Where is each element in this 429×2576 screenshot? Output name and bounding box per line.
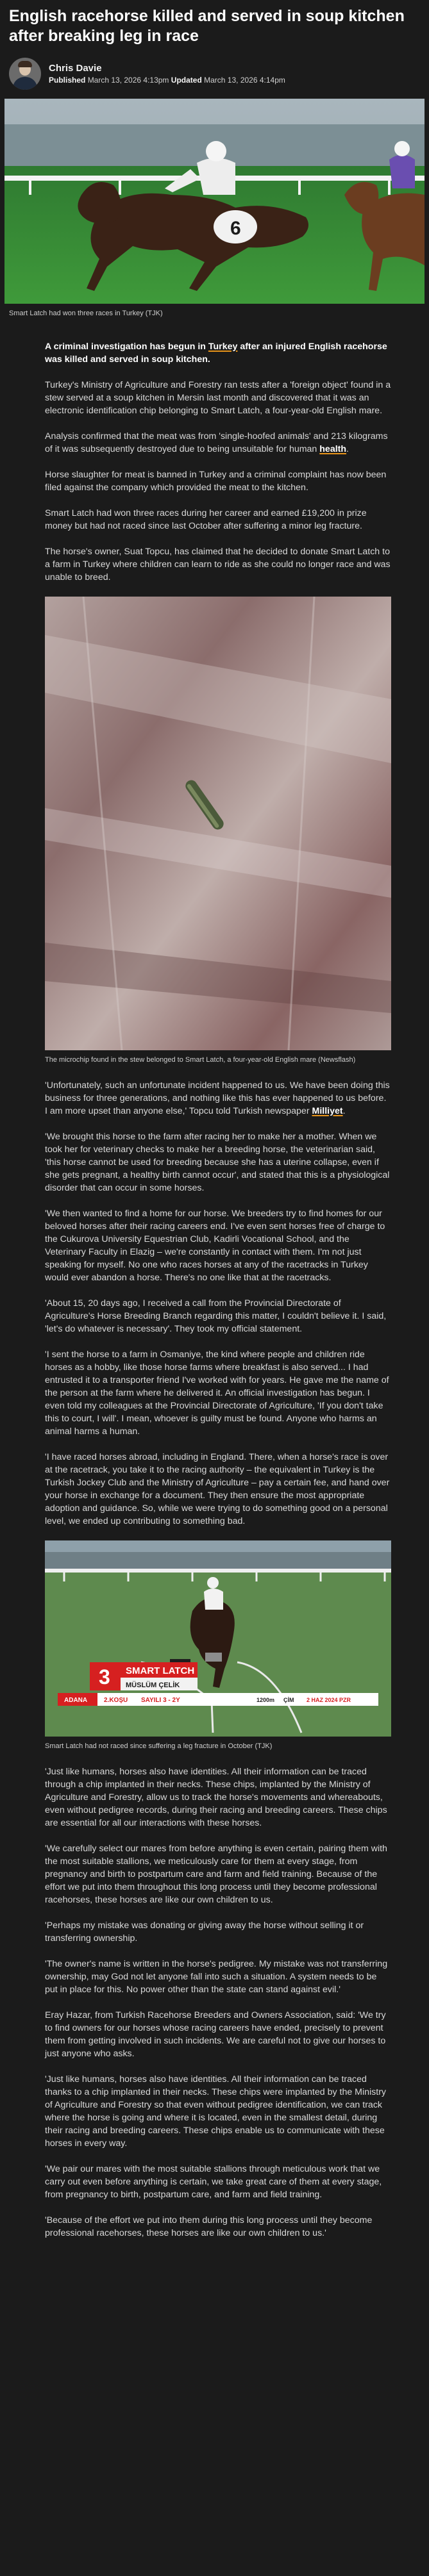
race-broadcast-photo (45, 1540, 391, 1737)
lead-text-2: after an injured English racehorse was killed and served in soup kitchen. (45, 342, 387, 365)
race-overlay-race: 2.KOŞU (104, 1697, 128, 1704)
race-image (45, 1540, 391, 1737)
milliyet-link[interactable]: Milliyet (312, 1106, 343, 1116)
quote-2: 'We brought this horse to the farm after racing her to make her a mother. When we took her for veterinary checks to make her a breeding horse, the veterinarian said, 'this horse cannot be used for breeding because she has a uterine collapse, even if she gets pregnant, a healthy birth cannot occur', and stated that this is a physiological disorder that can occur in some horses. (45, 1132, 390, 1193)
quote-5: 'I sent the horse to a farm in Osmaniye, the kind where people and children ride horses as a hobby, like those horse farms where breakfast is also served... I had entrusted it to a transporter friend I've worked with for years. He gave me the name of the person at the farm where he delivered it. An official investigation has begun. I even told my colleagues at the Provincial Directorate of Agriculture, 'If you don't take this to court, I will'. I mean, whoever is guilty must be found. Anyone who harms an animal harms a human. (45, 1350, 389, 1437)
published-date: March 13, 2026 4:13pm (87, 76, 169, 85)
quote-1-text: 'Unfortunately, such an unfortunate incident happened to us. We have been doing this business for three generations, and nothing like this has ever happened to us before. I am more upset than anyone else,' Topcu told Turkish newspaper (45, 1080, 390, 1116)
quote-1 (45, 1079, 391, 1118)
author-avatar[interactable] (9, 58, 41, 90)
quote-1-end: . (342, 1106, 346, 1116)
racehorse-photo (4, 99, 425, 304)
race-overlay-date: 2 HAZ 2024 PZR (307, 1697, 351, 1703)
microchip-caption: The microchip found in the stew belonged to Smart Latch, a four-year-old English mare (Newsflash) (45, 1056, 356, 1064)
paragraph-3: Horse slaughter for meat is banned in Turkey and a criminal complaint has now been filed against the company which provided the meat to the kitchen. (45, 470, 387, 493)
author-name[interactable]: Chris Davie (49, 63, 102, 74)
quote-11: Eray Hazar, from Turkish Racehorse Breeders and Owners Association, said: 'We try to find owners for our horses whose racing careers have ended, precisely to prevent them from getting involved in such incidents. We are careful not to give our horses to just anyone who asks. (45, 2010, 386, 2059)
quote-10: 'The owner's name is written in the horse's pedigree. My mistake was not transferring ownership, may God not let anyone fall into such a situation. A system needs to be put in place for this. No power other than the state can stand against evil.' (45, 1959, 388, 1995)
microchip-photo (45, 597, 391, 1050)
race-overlay-jockey: MÜSLÜM ÇELİK (126, 1681, 180, 1689)
health-link[interactable]: health (319, 444, 347, 454)
paragraph-2 (45, 430, 391, 456)
quote-13: 'We pair our mares with the most suitable stallions through meticulous work that we carry out even before anything is certain, we take great care of them at every stage, from pregnancy to birth, postpartum care, and farm and field training. (45, 2164, 382, 2200)
race-overlay-result: SAYILI 3 - 2Y (141, 1697, 180, 1704)
turkey-link[interactable]: Turkey (208, 342, 238, 352)
paragraph-2-text: Analysis confirmed that the meat was from 'single-hoofed animals' and 213 kilograms of it was subsequently destroyed due to being unsuitable for human (45, 431, 388, 454)
quote-3: 'We then wanted to find a home for our horse. We breeders try to find homes for our beloved horses after their racing careers end. I've even sent horses free of charge to the Cukurova University Equestrian Club, Kadirli Vocational School, and the Veterinary Faculty in Elazig – we're constantly in contact with them. I'm not just speaking for myself. No one who races horses at any of the racetracks in Turkey would ever abandon a horse. There's no one like that at the racetracks. (45, 1209, 385, 1283)
published-label: Published (49, 76, 86, 85)
race-overlay-number: 3 (99, 1665, 110, 1688)
race-overlay-distance: 1200m (257, 1697, 275, 1703)
quote-7: 'Just like humans, horses also have identities. All their information can be traced through a chip implanted in their necks. These chips, implanted by the Ministry of Agriculture and Forestry, allow us to track the horse's movements and whereabouts, even without pedigree records, during their racing and breeding careers. These chips are essential for all our interactions with these horses. (45, 1767, 387, 1828)
hero-caption: Smart Latch had won three races in Turkey (TJK) (9, 310, 163, 317)
paragraph-5: The horse's owner, Suat Topcu, has claimed that he decided to donate Smart Latch to a farm in Turkey where children can learn to ride as she could no longer race and was unable to breed. (45, 547, 391, 582)
updated-date: March 13, 2026 4:14pm (204, 76, 285, 85)
hero-saddle-number: 6 (230, 218, 241, 239)
quote-9: 'Perhaps my mistake was donating or giving away the horse without selling it or transferring ownership. (45, 1920, 364, 1944)
paragraph-1: Turkey's Ministry of Agriculture and Forestry ran tests after a 'foreign object' found in a stew served at a soup kitchen in Mersin last month and discovered that it was an electronic identification chip belonging to Smart Latch, a four-year-old English mare. (45, 380, 391, 416)
race-overlay-horse: SMART LATCH (126, 1665, 195, 1676)
quote-8: 'We carefully select our mares from before anything is even certain, pairing them with the most suitable stallions, we meticulously care for them at every stage, from pregnancy and birth to postpartum care and farm and field training. Because of the effort we put into them throughout this long process until they become professional racehorses, these horses are like our own children to us. (45, 1844, 387, 1905)
microchip-image (45, 597, 391, 1050)
headline: English racehorse killed and served in soup kitchen after breaking leg in race (9, 7, 405, 45)
quote-6: 'I have raced horses abroad, including in England. There, when a horse's race is over at the racetrack, you take it to the racing authority – the equivalent in Turkey is the Turkish Jockey Club and the Ministry of Agriculture – pay a certain fee, and hand over your horse in exchange for a document. They then ensure the most appropriate adoption and guidance. So, while we were trying to do something good on a personal level, we ended up contributing to something bad. (45, 1452, 390, 1526)
quote-12: 'Just like humans, horses also have identities. All their information can be traced thanks to a chip implanted in their necks. These chips were implanted by the Ministry of Agriculture and Forestry so that even without pedigree identification, we can track where the horse is going and where it is located, even in the smallest detail, during their racing and breeding careers. These chips enable us to communicate with these horses in every way. (45, 2074, 387, 2149)
byline (0, 46, 429, 99)
hero-image (4, 99, 425, 304)
lead-paragraph (45, 340, 391, 366)
paragraph-4: Smart Latch had won three races during her career and earned £19,200 in prize money but had not raced since last October after suffering a minor leg fracture. (45, 508, 367, 531)
race-overlay-city: ADANA (64, 1697, 88, 1704)
lead-text-1: A criminal investigation has begun in (45, 342, 208, 352)
quote-4: 'About 15, 20 days ago, I received a call from the Provincial Directorate of Agriculture's Horse Breeding Branch regarding this matter, I couldn't believe it. I said, 'let's do whatever is necessary'. They took my official statement. (45, 1298, 387, 1334)
byline-text (49, 63, 285, 85)
paragraph-2-end: . (346, 444, 349, 454)
publish-dates (49, 76, 285, 85)
article-body (45, 340, 391, 2240)
quote-14: 'Because of the effort we put into them during this long process until they become professional racehorses, these horses are like our own children to us.' (45, 2215, 373, 2238)
race-caption: Smart Latch had not raced since suffering a leg fracture in October (TJK) (45, 1742, 273, 1750)
race-overlay-surface: ÇİM (283, 1697, 294, 1703)
updated-label: Updated (171, 76, 202, 85)
